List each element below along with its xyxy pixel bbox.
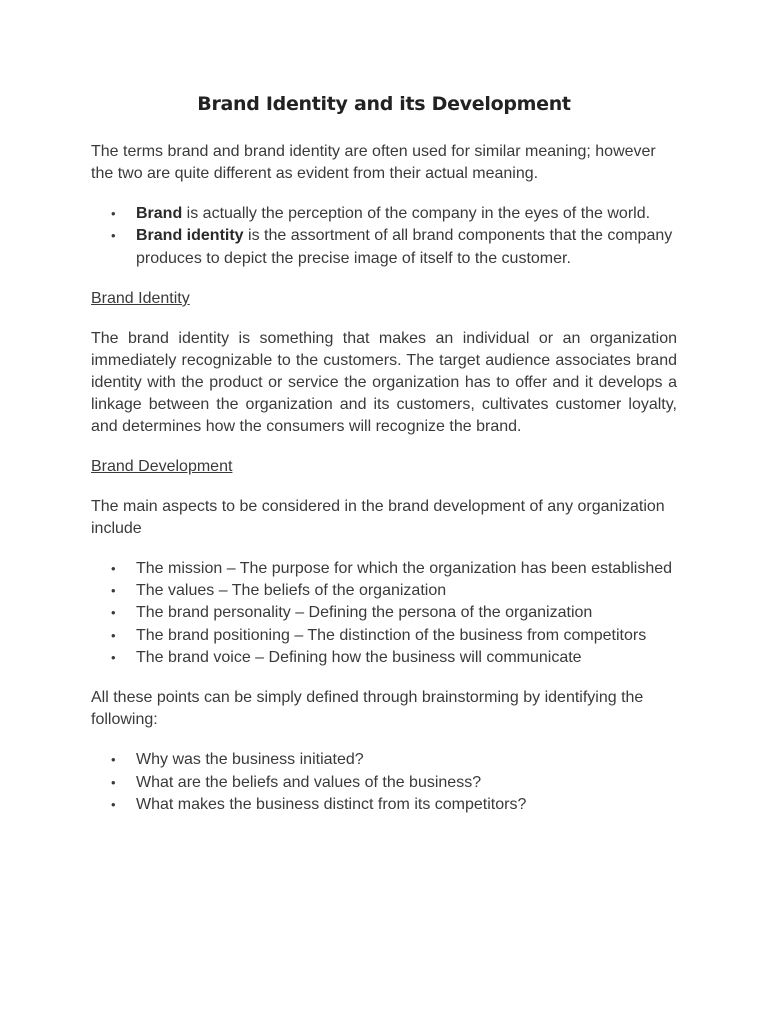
list-item [111, 203, 677, 225]
document-title: Brand Identity and its Development [197, 93, 571, 115]
aspect-text: The brand voice – Defining how the business will communicate [136, 649, 582, 667]
list-item [111, 794, 677, 816]
list-item [111, 558, 677, 580]
bullet-icon: • [111, 583, 116, 599]
intro-paragraph: The terms brand and brand identity are often used for similar meaning; however the two are quite different as evident from their actual meaning. [91, 143, 656, 182]
list-item [111, 602, 677, 624]
definitions-list [91, 203, 677, 270]
questions-list [91, 749, 677, 816]
bullet-icon: • [111, 605, 116, 621]
list-item [111, 647, 677, 669]
bullet-icon: • [111, 560, 116, 576]
document-page [91, 93, 677, 816]
bullet-icon: • [111, 228, 116, 244]
bullet-icon: • [111, 796, 116, 812]
section-heading-brand-identity: Brand Identity [91, 289, 190, 307]
list-item [111, 749, 677, 771]
question-text: What makes the business distinct from its competitors? [136, 795, 527, 813]
aspects-list [91, 558, 677, 669]
brand-development-paragraph: The main aspects to be considered in the brand development of any organization include [91, 497, 665, 537]
definition-term: Brand identity [136, 227, 244, 245]
aspect-text: The brand personality – Defining the persona of the organization [136, 604, 593, 622]
bullet-icon: • [111, 627, 116, 643]
list-item [111, 772, 677, 794]
aspect-text: The brand positioning – The distinction of the business from competitors [136, 626, 647, 644]
aspect-text: The mission – The purpose for which the organization has been established [136, 559, 673, 577]
bullet-icon: • [111, 650, 116, 666]
aspect-text: The values – The beliefs of the organization [136, 582, 447, 600]
section-heading-brand-development: Brand Development [91, 457, 233, 475]
list-item [111, 625, 677, 647]
bullet-icon: • [111, 206, 116, 221]
definition-text: is actually the perception of the company in the eyes of the world. [182, 205, 651, 222]
definition-term: Brand [136, 205, 183, 222]
list-item [111, 580, 677, 602]
bullet-icon: • [111, 774, 116, 790]
definition-text: is the assortment of all brand components that the company produces to depict the precise image of itself to the customer. [136, 227, 673, 267]
list-item [111, 225, 677, 270]
brand-identity-paragraph: The brand identity is something that makes an individual or an organization immediately recognizable to the customers. The target audience associates brand identity with the product or service the organization has to offer and it develops a linkage between the organization and its customers, cultivates customer loyalty, and determines how the consumers will recognize the brand. [91, 329, 677, 435]
question-text: Why was the business initiated? [136, 751, 364, 769]
bullet-icon: • [111, 752, 116, 768]
followup-paragraph: All these points can be simply defined through brainstorming by identifying the following: [91, 689, 644, 729]
question-text: What are the beliefs and values of the business? [136, 773, 482, 791]
